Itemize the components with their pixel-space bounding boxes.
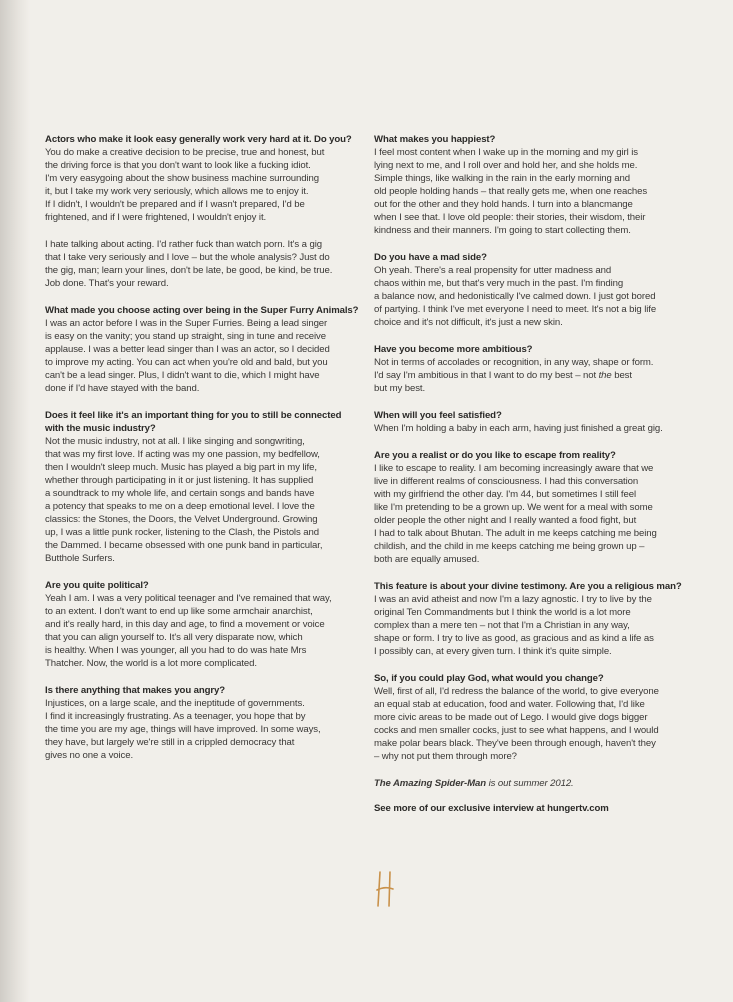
left-column <box>45 133 363 776</box>
question: So, if you could play God, what would you change? <box>374 673 604 684</box>
question: Are you quite political? <box>45 580 149 591</box>
question: Do you have a mad side? <box>374 252 487 263</box>
hunger-logo-icon <box>374 870 396 908</box>
page-gutter-shadow <box>0 0 30 1002</box>
answer: Well, first of all, I'd redress the balance of the world, to give everyone an equal stab at education, food and water. Following that, I'd like more civic areas to be made out of Lego. I would give dogs bigger cocks and men smaller cocks, just to see what happens, and I would make polar bears black. They've been through enough, haven't they – why not put them through more? <box>374 686 659 762</box>
question: Actors who make it look easy generally work very hard at it. Do you? <box>45 134 352 145</box>
qa-section <box>374 409 720 435</box>
qa-section <box>45 238 363 290</box>
answer-text: Not in terms of accolades or recognition, in any way, shape or form. I'd say I'm ambitious in that I want to do my best – not <box>374 357 654 381</box>
qa-section <box>374 343 720 395</box>
right-column <box>374 133 720 815</box>
question: What makes you happiest? <box>374 134 496 145</box>
qa-section <box>45 304 363 395</box>
answer-emphasis: the <box>598 370 612 381</box>
qa-section <box>374 580 720 658</box>
film-release: is out summer 2012. <box>486 778 574 789</box>
answer: I feel most content when I wake up in the morning and my girl is lying next to me, and I roll over and hold her, and she holds me. Simple things, like walking in the rain in the early morning and old people holding hands – that really gets me, when one reaches out for the other and they hold hands. I turn into a blancmange when I see that. I love old people: their stories, their wisdom, their kindness and their manners. I'm going to start collecting them. <box>374 147 648 236</box>
question: When will you feel satisfied? <box>374 410 502 421</box>
answer: I was an actor before I was in the Super Furries. Being a lead singer is easy on the vanity; you stand up straight, sing in tune and receive applause. I was a better lead singer than I was an actor, so I decided to improve my acting. You can act when you're old and bald, but you can't be a lead singer. Plus, I didn't want to die, which I might have done if I'd have stayed with the band. <box>45 318 330 394</box>
more-interview-link[interactable]: See more of our exclusive interview at hungertv.com <box>374 803 609 814</box>
answer: Not the music industry, not at all. I like singing and songwriting, that was my first love. If acting was my one passion, my bedfellow, then I wouldn't sleep much. Music has played a big part in my life, whether through participating in it or just listening. It has supplied a soundtrack to my whole life, and certain songs and bands have a potency that speaks to me on a deep emotional level. I love the classics: the Stones, the Doors, the Velvet Underground. Growing up, I was a little punk rocker, listening to the Clash, the Pistols and the Dammed. I became obsessed with one punk band in particular, Butthole Surfers. <box>45 436 323 564</box>
question: Are you a realist or do you like to escape from reality? <box>374 450 616 461</box>
question: Does it feel like it's an important thing for you to still be connected with the music industry? <box>45 410 342 434</box>
answer-text: best but my best. <box>374 370 632 394</box>
qa-section <box>374 449 720 566</box>
qa-section <box>374 133 720 237</box>
qa-section <box>45 579 363 670</box>
answer: Injustices, on a large scale, and the ineptitude of governments. I find it increasingly frustrating. As a teenager, you hope that by the time you are my age, things will have improved. In some ways, they have, but largely we're still in a crippled democracy that gives no one a voice. <box>45 698 321 761</box>
answer: You do make a creative decision to be precise, true and honest, but the driving force is that you don't want to look like a fucking idiot. I'm very easygoing about the show business machine surrounding it, but I take my work very seriously, which allows me to enjoy it. If I didn't, I wouldn't be prepared and if I wasn't prepared, I'd be frightened, and if I were frightened, I wouldn't enjoy it. <box>45 147 325 223</box>
film-caption <box>374 777 720 790</box>
answer: Oh yeah. There's a real propensity for utter madness and chaos within me, but that's very much in the past. I'm finding a balance now, and hedonistically I've calmed down. I just got bored of partying. I think I've met everyone I need to meet. It's not a big life choice and it's not difficult, it's just a new skin. <box>374 265 657 328</box>
question: Have you become more ambitious? <box>374 344 533 355</box>
question: Is there anything that makes you angry? <box>45 685 226 696</box>
qa-section <box>374 251 720 329</box>
answer: Yeah I am. I was a very political teenager and I've remained that way, to an extent. I don't want to end up like some armchair anarchist, and it's really hard, in this day and age, to find a movement or voice that you can align yourself to. It's all very disparate now, which is healthy. When I was younger, all you had to do was hate Mrs Thatcher. Now, the world is a lot more complicated. <box>45 593 332 669</box>
qa-section <box>45 133 363 224</box>
answer: I hate talking about acting. I'd rather fuck than watch porn. It's a gig that I take very seriously and I love – but the whole analysis? Just do the gig, man; learn your lines, don't be late, be good, be kind, be true. Job done. That's your reward. <box>45 239 333 289</box>
answer: I like to escape to reality. I am becoming increasingly aware that we live in different realms of consciousness. I had this conversation with my girlfriend the other day. I'm 44, but sometimes I still feel like I'm pretending to be a grown up. We went for a meal with some older people the other night and I really wanted a food fight, but I had to talk about Bhutan. The adult in me keeps catching me being childish, and the child in me keeps catching me being grown up – both are equally amused. <box>374 463 657 565</box>
answer: When I'm holding a baby in each arm, having just finished a great gig. <box>374 423 663 434</box>
answer: I was an avid atheist and now I'm a lazy agnostic. I try to live by the original Ten Commandments but I think the world is a lot more complex than a mere ten – not that I'm a Christian in any way, shape or form. I try to live as good, as gracious and as kind a life as I possibly can, at every given turn. I think it's quite simple. <box>374 594 654 657</box>
qa-section <box>374 672 720 763</box>
question: This feature is about your divine testimony. Are you a religious man? <box>374 581 682 592</box>
qa-section <box>45 409 363 565</box>
question: What made you choose acting over being in the Super Furry Animals? <box>45 305 359 316</box>
qa-section <box>45 684 363 762</box>
film-title: The Amazing Spider-Man <box>374 778 487 789</box>
answer <box>374 356 720 395</box>
